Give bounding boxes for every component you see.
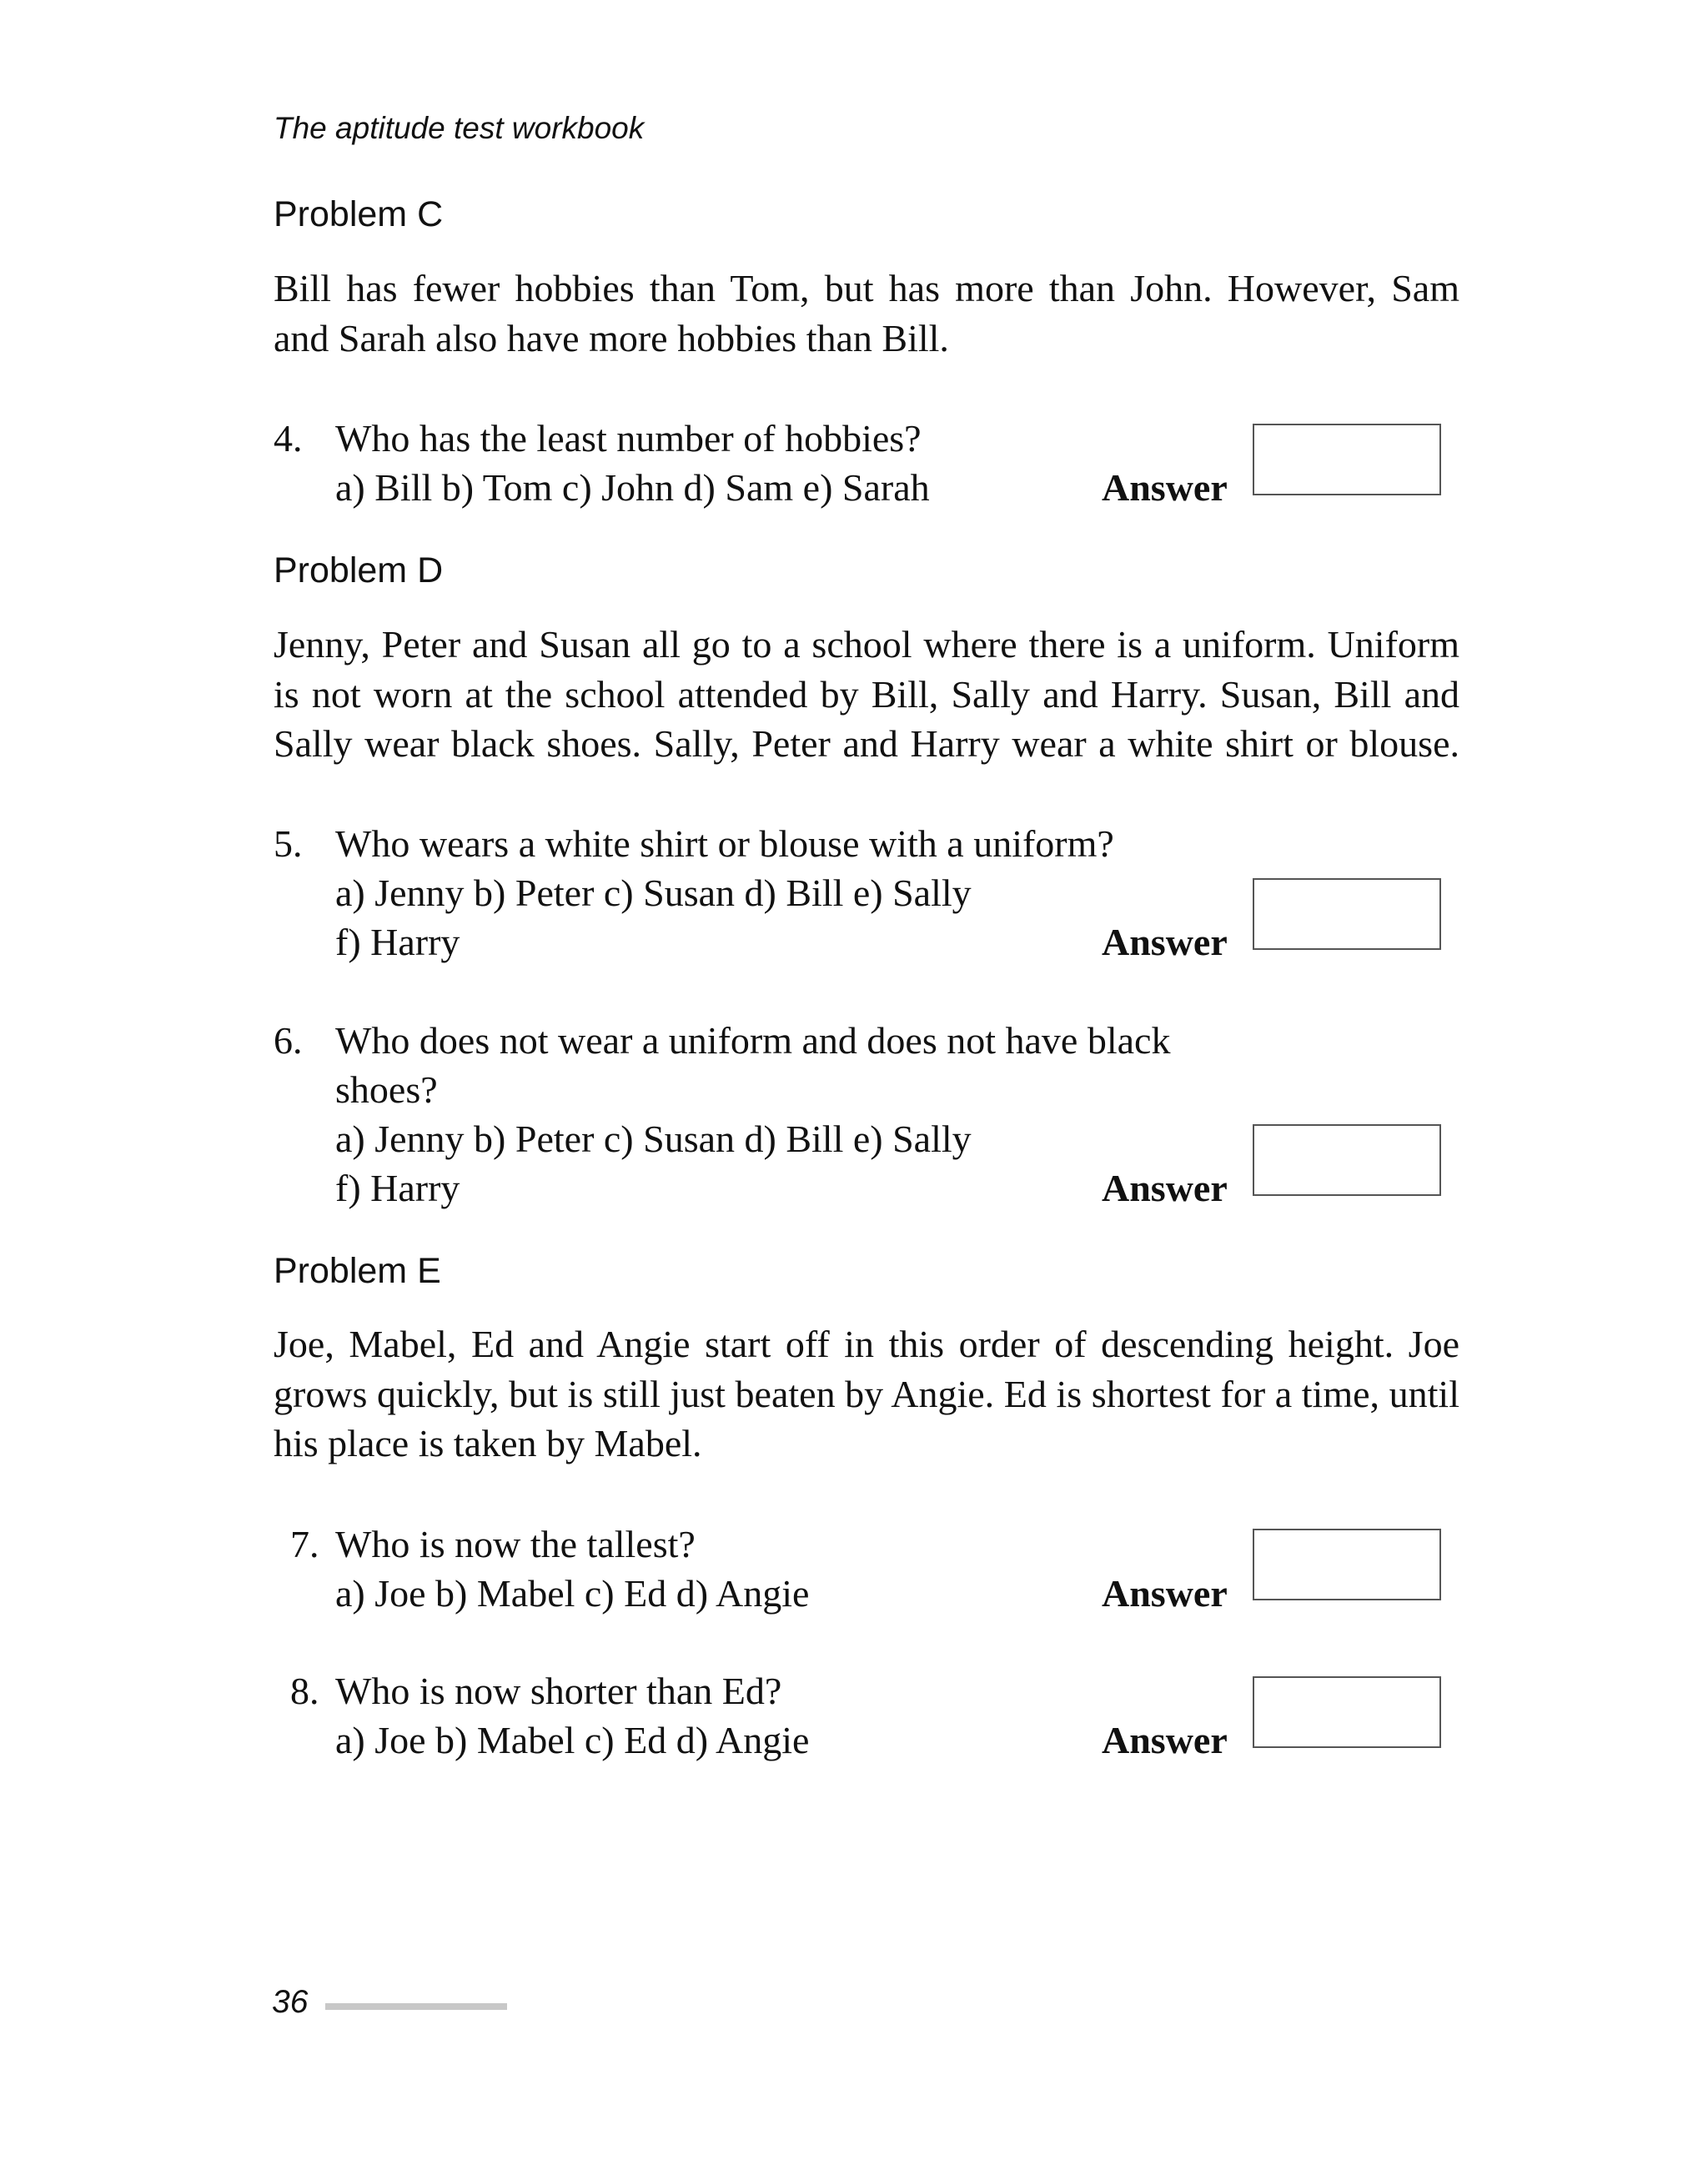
answer-label: Answer	[1102, 1572, 1228, 1615]
question-text: Who has the least number of hobbies?	[335, 417, 922, 460]
problem-e-text	[274, 1319, 1459, 1469]
answer-label: Answer	[1102, 1719, 1228, 1761]
question-text: Who does not wear a uniform and does not have black	[335, 1019, 1171, 1062]
answer-box-q5[interactable]	[1253, 878, 1441, 950]
problem-d-text-line: Jenny, Peter and Susan all go to a school where there is a uniform. Uniform	[274, 623, 1459, 666]
problem-c-heading: Problem C	[274, 194, 444, 234]
problem-c-text-line: and Sarah also have more hobbies than Bill.	[274, 316, 949, 359]
question-text: Who is now the tallest?	[335, 1523, 696, 1565]
page-number: 36	[272, 1984, 309, 2020]
problem-e-text-line: his place is taken by Mabel.	[274, 1422, 702, 1464]
problem-d-text-line: is not worn at the school attended by Bill, Sally and Harry. Susan, Bill and	[274, 672, 1459, 716]
answer-label: Answer	[1102, 466, 1228, 509]
question-options: a) Joe b) Mabel c) Ed d) Angie	[335, 1572, 810, 1615]
problem-d-text-line: Sally wear black shoes. Sally, Peter and Harry wear a white shirt or blouse.	[274, 722, 1459, 765]
problem-c-text-line: Bill has fewer hobbies than Tom, but has more than John. However, Sam	[274, 267, 1459, 309]
answer-label: Answer	[1102, 921, 1228, 963]
question-options: a) Jenny b) Peter c) Susan d) Bill e) Sally	[335, 1118, 972, 1160]
question-number: 5.	[274, 822, 303, 865]
answer-label: Answer	[1102, 1167, 1228, 1209]
question-text: Who wears a white shirt or blouse with a uniform?	[335, 822, 1114, 865]
problem-e-text-line: grows quickly, but is still just beaten by Angie. Ed is shortest for a time, until	[274, 1372, 1459, 1415]
problem-e-heading: Problem E	[274, 1251, 441, 1291]
question-text: shoes?	[335, 1068, 438, 1111]
question-options: a) Joe b) Mabel c) Ed d) Angie	[335, 1719, 810, 1761]
question-options: a) Bill b) Tom c) John d) Sam e) Sarah	[335, 466, 930, 509]
answer-box-q8[interactable]	[1253, 1676, 1441, 1748]
question-options: f) Harry	[335, 1167, 460, 1209]
answer-box-q7[interactable]	[1253, 1529, 1441, 1600]
problem-e-text-line: Joe, Mabel, Ed and Angie start off in this order of descending height. Joe	[274, 1323, 1459, 1365]
problem-d-heading: Problem D	[274, 550, 444, 590]
question-number: 8.	[290, 1670, 319, 1712]
running-head: The aptitude test workbook	[274, 111, 645, 145]
problem-d-text	[274, 620, 1459, 769]
answer-box-q6[interactable]	[1253, 1124, 1441, 1196]
answer-box-q4[interactable]	[1253, 424, 1441, 495]
question-options: a) Jenny b) Peter c) Susan d) Bill e) Sally	[335, 872, 972, 914]
problem-c-text	[274, 264, 1459, 363]
page-rule	[325, 2003, 507, 2010]
question-options: f) Harry	[335, 921, 460, 963]
question-number: 4.	[274, 417, 303, 460]
question-number: 6.	[274, 1019, 303, 1062]
question-text: Who is now shorter than Ed?	[335, 1670, 782, 1712]
question-number: 7.	[290, 1523, 319, 1565]
